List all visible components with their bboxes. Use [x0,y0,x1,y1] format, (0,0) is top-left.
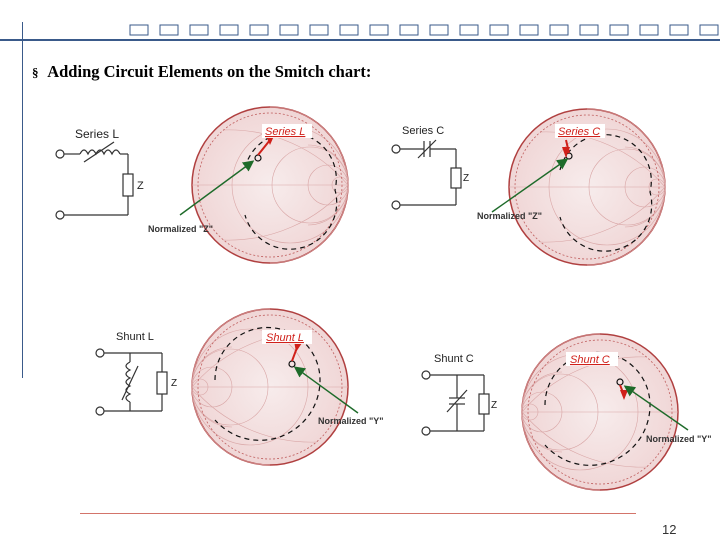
series-c-load-label: Z [463,173,470,184]
panel-shunt-l [96,309,384,465]
series-c-chart-label: Series C [558,126,601,138]
footer-rule [80,513,636,514]
series-c-normalized-label: Normalized "Z" [477,211,543,221]
shunt-l-load-label: Z [171,378,178,389]
shunt-l-normalized-label: Normalized "Y" [318,416,384,426]
series-c-smith-chart [492,109,665,265]
shunt-c-circuit [422,371,489,435]
shunt-l-circuit [96,349,167,415]
series-l-load-label: Z [137,180,144,192]
shunt-l-chart-label: Shunt L [266,332,304,344]
shunt-l-circuit-label: Shunt L [116,331,154,343]
shunt-c-circuit-label: Shunt C [434,353,474,365]
shunt-c-smith-chart [522,334,688,490]
series-l-smith-chart [180,107,348,263]
series-c-circuit [392,140,461,209]
shunt-c-load-label: Z [491,400,498,411]
shunt-l-smith-chart [192,309,358,465]
series-l-normalized-label: Normalized "Z" [148,224,214,234]
page-number: 12 [662,522,677,537]
slide-title: Adding Circuit Elements on the Smitch chart: [47,62,372,81]
shunt-c-chart-label: Shunt C [570,354,610,366]
bullet-icon: § [32,65,39,80]
series-l-circuit-label: Series L [75,127,120,141]
series-c-circuit-label: Series C [402,125,445,137]
panel-series-l [56,107,348,263]
shunt-c-normalized-label: Normalized "Y" [646,434,712,444]
panel-series-c [392,109,665,265]
panel-shunt-c [422,334,712,490]
series-l-chart-label: Series L [265,126,306,138]
series-l-circuit [56,142,133,219]
